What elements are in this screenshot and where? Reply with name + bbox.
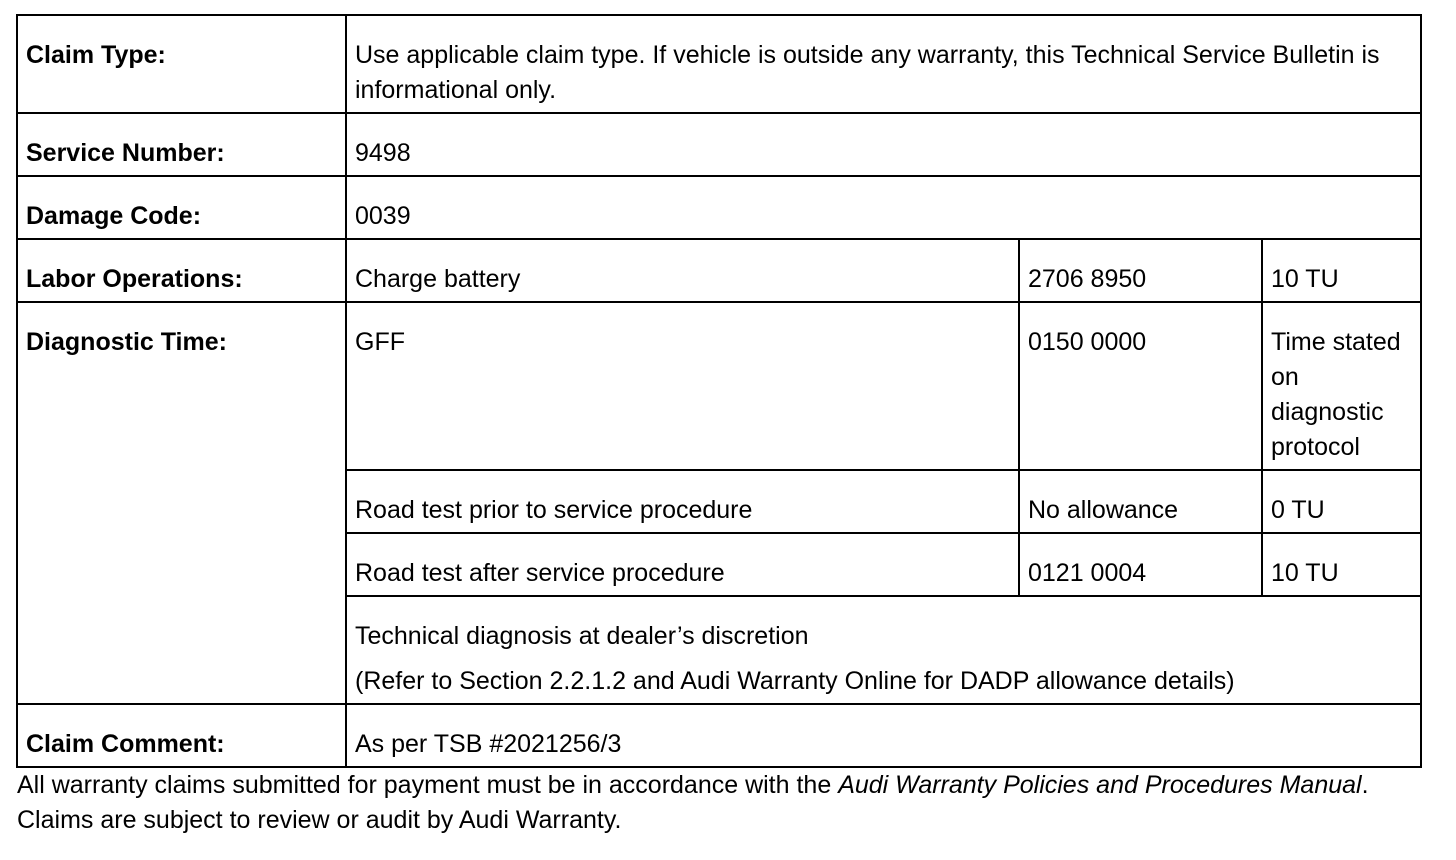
labor-operations-label: Labor Operations: xyxy=(17,239,346,302)
footer-manual-title: Audi Warranty Policies and Procedures Manual xyxy=(838,771,1362,799)
diagnostic-item-code: 0150 0000 xyxy=(1019,302,1262,470)
damage-code-value: 0039 xyxy=(346,176,1421,239)
labor-operations-row xyxy=(17,239,1421,302)
footer-text-after: . Claims are subject to review or audit by Audi Warranty. xyxy=(17,771,1369,834)
claim-type-value: Use applicable claim type. If vehicle is outside any warranty, this Technical Service Bulletin is informational only. xyxy=(346,15,1421,113)
damage-code-label: Damage Code: xyxy=(17,176,346,239)
technical-diagnosis-note: (Refer to Section 2.2.1.2 and Audi Warranty Online for DADP allowance details) xyxy=(355,667,1235,695)
claim-comment-value: As per TSB #2021256/3 xyxy=(346,704,1421,767)
claim-type-label: Claim Type: xyxy=(17,15,346,113)
technical-diagnosis-cell xyxy=(346,596,1421,704)
labor-operation-code: 2706 8950 xyxy=(1019,239,1262,302)
diagnostic-time-label: Diagnostic Time: xyxy=(17,302,346,704)
service-number-value: 9498 xyxy=(346,113,1421,176)
warranty-footer-note xyxy=(17,768,1427,838)
claim-comment-label: Claim Comment: xyxy=(17,704,346,767)
diagnostic-time-row xyxy=(17,302,1421,470)
damage-code-row xyxy=(17,176,1421,239)
service-number-row xyxy=(17,113,1421,176)
diagnostic-item-time: Time stated on diagnostic protocol xyxy=(1262,302,1421,470)
warranty-claim-table xyxy=(16,14,1422,768)
labor-operation-time: 10 TU xyxy=(1262,239,1421,302)
diagnostic-item-description: Road test after service procedure xyxy=(346,533,1019,596)
labor-operation-description: Charge battery xyxy=(346,239,1019,302)
diagnostic-item-description: Road test prior to service procedure xyxy=(346,470,1019,533)
diagnostic-item-description: GFF xyxy=(346,302,1019,470)
diagnostic-item-time: 0 TU xyxy=(1262,470,1421,533)
claim-type-row xyxy=(17,15,1421,113)
footer-text-before: All warranty claims submitted for payment must be in accordance with the xyxy=(17,771,839,799)
diagnostic-item-code: 0121 0004 xyxy=(1019,533,1262,596)
diagnostic-item-code: No allowance xyxy=(1019,470,1262,533)
claim-comment-row xyxy=(17,704,1421,767)
diagnostic-item-time: 10 TU xyxy=(1262,533,1421,596)
technical-diagnosis-text: Technical diagnosis at dealer’s discretion xyxy=(355,622,809,650)
service-number-label: Service Number: xyxy=(17,113,346,176)
